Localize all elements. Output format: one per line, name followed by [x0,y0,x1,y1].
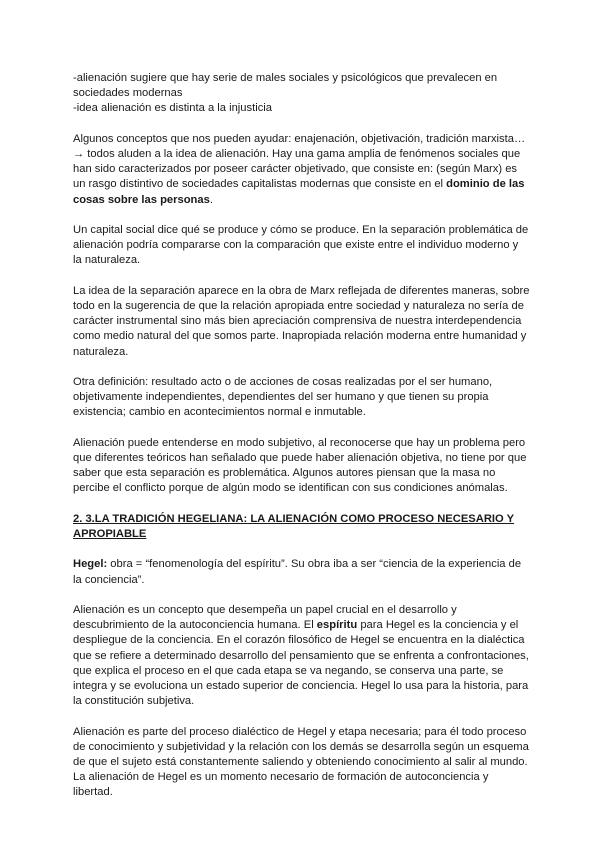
paragraph-alienacion-concepto [73,603,530,709]
paragraph-text: Alienación es un concepto que desempeña un papel crucial en el desarrollo y descubrimiento de la autoconciencia humana. El [73,603,457,632]
paragraph-dialectico: Alienación es parte del proceso dialéctico de Hegel y etapa necesaria; para él todo proceso de conocimiento y subjetividad y la relación con los demás se desarrolla según un esquema de que el sujeto está constantemente saliendo y obteniendo conocimiento al salir al mundo. La alienación de Hegel es un momento necesario de formación de autoconciencia y libertad. [73,725,529,799]
paragraph-text: obra = “fenomenología del espíritu”. Su obra iba a ser “ciencia de la experiencia de la conciencia”. [73,558,522,586]
paragraph-conceptos [73,132,530,208]
paragraph-separacion: La idea de la separación aparece en la obra de Marx reflejada de diferentes maneras, sobre todo en la sugerencia de que la relación apropiada entre sociedad y naturaleza no sería de carácter instrumental sino más bien apreciación comprensiva de nuestra interdependencia como medio natural del que somos parte. Inapropiada relación moderna entre humanidad y naturaleza. [73,284,530,358]
intro-note: -idea alienación es distinta a la injusticia [73,102,273,115]
bold-phrase: dominio de las cosas sobre las personas [73,178,525,206]
bold-term: espíritu [316,619,358,632]
paragraph-tail: . [209,193,213,206]
intro-note: -alienación sugiere que hay serie de males sociales y psicológicos que prevalecen en sociedades modernas [73,72,498,100]
paragraph-subjetivo: Alienación puede entenderse en modo subjetivo, al reconocerse que hay un problema pero que diferentes teóricos han señalado que puede haber alienación objetiva, no tiene por que saber que esta separación es problemática. Algunos autores piensan que la masa no percibe el conflicto porque de algún modo se identifican con sus condiciones anómalas. [73,436,527,495]
section-heading: 2. 3.LA TRADICIÓN HEGELIANA: LA ALIENACIÓN COMO PROCESO NECESARIO Y APROPIABLE [73,512,515,540]
paragraph-text: para Hegel es la conciencia y el despliegue de la conciencia. En el corazón filosófico de Hegel se encuentra en la dialéctica que se refiere a determinado desarrollo del pensamiento que se enfrenta a confrontaciones, que explica el proceso en el que cada etapa se va negando, se conserva una parte, se integra y se evoluciona un estado superior de conciencia. Hegel lo usa para la historia, para la constitución subjetiva. [73,619,529,708]
paragraph-text: Algunos conceptos que nos pueden ayudar: enajenación, objetivación, tradición marxista… → todos aluden a la idea de alienación. Hay una gama amplia de fenómenos sociales que han sido caracterizados por poseer carácter objetivado, que consiste en: (según Marx) es un rasgo distintivo de sociedades capitalistas modernas que consiste en el [73,132,526,191]
paragraph-capital: Un capital social dice qué se produce y cómo se produce. En la separación problemática de alienación podría compararse con la comparación que existe entre el individuo moderno y la naturaleza. [73,224,529,267]
bold-label: Hegel: [73,558,108,571]
paragraph-definicion: Otra definición: resultado acto o de acciones de cosas realizadas por el ser humano, objetivamente independientes, dependientes del ser humano y que tienen su propia existencia; cambio en acontecimientos normal e inmutable. [73,376,493,419]
intro-notes [73,71,530,117]
paragraph-hegel [73,557,530,587]
